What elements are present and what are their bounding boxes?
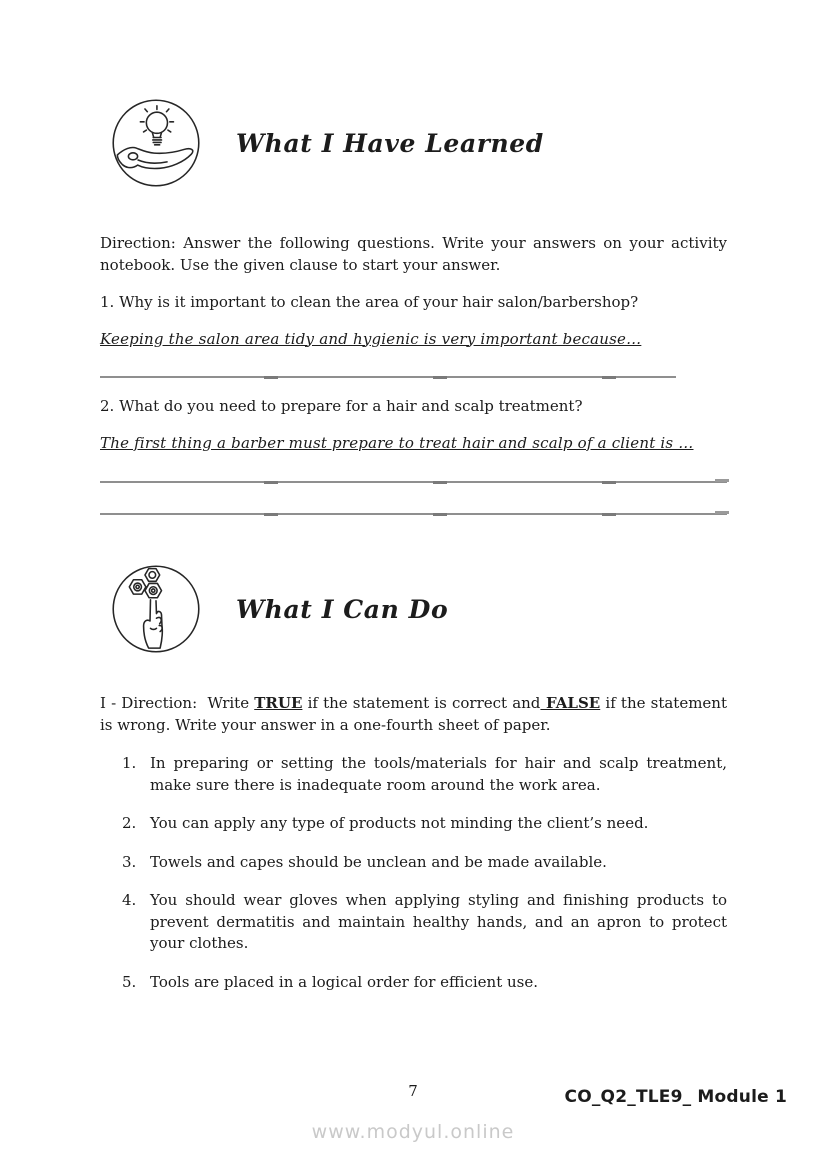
- answer-blank-line: [100, 513, 727, 515]
- list-item-number: 4.: [122, 891, 137, 909]
- hand-pointing-gears-icon: [110, 563, 202, 655]
- list-item-number: 3.: [122, 852, 137, 871]
- cando-direction-text: [100, 693, 732, 736]
- true-false-list: [100, 753, 727, 993]
- question-1: 1. Why is it important to clean the area of your hair salon/barbershop?: [100, 293, 639, 311]
- list-item-text: Tools are placed in a logical order for efficient use.: [150, 972, 538, 991]
- list-item: [100, 972, 727, 994]
- section-title-what-i-can-do: What I Can Do: [236, 594, 449, 624]
- answer-blank-line: [100, 376, 676, 378]
- question-2: 2. What do you need to prepare for a hair and scalp treatment?: [100, 397, 583, 415]
- list-item: [100, 852, 727, 874]
- list-item-text: Towels and capes should be unclean and be made available.: [150, 852, 607, 871]
- direction-prefix: I - Direction: Write: [100, 694, 255, 712]
- watermark-url: www.modyul.online: [311, 1121, 515, 1143]
- section-title-what-i-have-learned: What I Have Learned: [236, 128, 544, 158]
- list-item: [100, 813, 727, 835]
- question-1-answer-starter: Keeping the salon area tidy and hygienic is very important because…: [100, 329, 642, 348]
- list-item: [100, 753, 727, 796]
- direction-suffix: if the statement is wrong. Write your answer in a one-fourth sheet of paper.: [100, 694, 732, 734]
- list-item-number: 5.: [122, 972, 137, 991]
- section-what-i-can-do-header: [100, 563, 727, 655]
- list-item: [100, 890, 727, 955]
- list-item-text: You can apply any type of products not minding the client’s need.: [150, 814, 649, 832]
- list-item-text: In preparing or setting the tools/materials for hair and scalp treatment, make sure there is inadequate room around the work area.: [150, 754, 727, 794]
- page-number: 7: [408, 1082, 418, 1100]
- list-item-text: You should wear gloves when applying styling and finishing products to prevent dermatitis and maintain healthy hands, and an apron to protect your clothes.: [150, 891, 727, 952]
- page-content: [100, 0, 732, 993]
- learned-direction-text: Direction: Answer the following questions. Write your answers on your activity notebook. Use the given clause to start your answer.: [100, 234, 727, 274]
- true-label: TRUE: [254, 694, 303, 712]
- list-item-number: 2.: [122, 814, 137, 832]
- false-label: FALSE: [540, 694, 601, 712]
- question-2-answer-starter: The first thing a barber must prepare to treat hair and scalp of a client is …: [100, 433, 694, 452]
- list-item-number: 1.: [122, 754, 137, 772]
- section-what-i-have-learned-header: [100, 97, 727, 189]
- lightbulb-in-hand-icon: [110, 97, 202, 189]
- module-code: CO_Q2_TLE9_ Module 1: [564, 1087, 787, 1107]
- answer-blank-line: [100, 481, 727, 483]
- direction-mid: if the statement is correct and: [302, 694, 541, 712]
